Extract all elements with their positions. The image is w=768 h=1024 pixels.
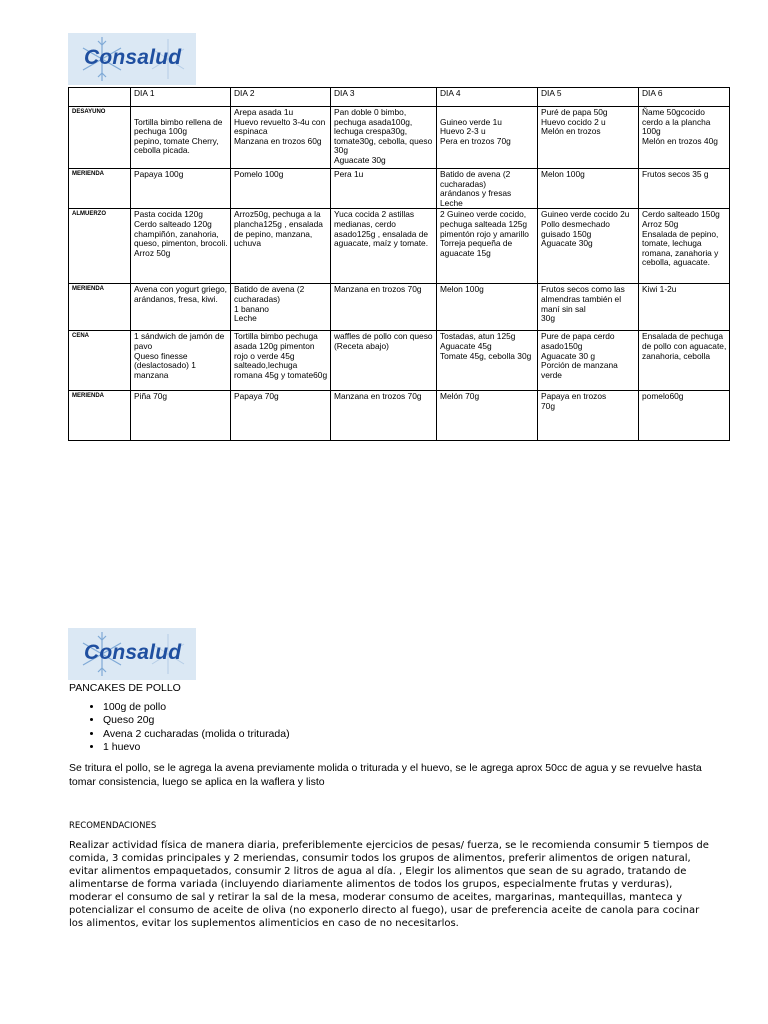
meal-cell: Arroz50g, pechuga a la plancha125g , ensalada de pepino, manzana, uchuva: [231, 209, 331, 284]
table-header-row: [69, 88, 730, 107]
meal-cell: Melón 70g: [437, 391, 538, 441]
recipe-instructions: Se tritura el pollo, se le agrega la avena previamente molida o triturada y el huevo, se le agrega aprox 50cc de agua y se revuelve hasta tomar consistencia, luego se aplica en la waflera y listo: [69, 762, 702, 788]
meal-cell: Frutos secos como las almendras también el maní sin sal 30g: [538, 284, 639, 331]
day-header: DIA 2: [231, 88, 331, 107]
meal-cell: Melon 100g: [538, 169, 639, 209]
meal-label: MERIENDA: [69, 284, 131, 331]
table-row: [69, 209, 730, 284]
table-row: [69, 107, 730, 169]
day-header: DIA 4: [437, 88, 538, 107]
meal-label: MERIENDA: [69, 391, 131, 441]
meal-cell: Cerdo salteado 150g Arroz 50g Ensalada de pepino, tomate, lechuga romana, zanahoria y cebolla, aguacate.: [639, 209, 730, 284]
meal-cell: Manzana en trozos 70g: [331, 391, 437, 441]
meal-cell: Melon 100g: [437, 284, 538, 331]
meal-cell: 2 Guineo verde cocido, pechuga salteada 125g pimentón rojo y amarillo Torreja pequeña de aguacate 15g: [437, 209, 538, 284]
logo-wordmark: Consalud: [84, 46, 182, 69]
meal-cell: Tostadas, atun 125g Aguacate 45g Tomate 45g, cebolla 30g: [437, 331, 538, 391]
recipe-title: PANCAKES DE POLLO: [69, 682, 181, 694]
meal-cell: Batido de avena (2 cucharadas) 1 banano Leche: [231, 284, 331, 331]
meal-cell: Kiwi 1-2u: [639, 284, 730, 331]
meal-cell: Ensalada de pechuga de pollo con aguacate, zanahoria, cebolla: [639, 331, 730, 391]
meal-cell: Pasta cocida 120g Cerdo salteado 120g champiñón, zanahoria, queso, pimenton, brocoli. Arroz 50g: [131, 209, 231, 284]
meal-cell: Guineo verde 1u Huevo 2-3 u Pera en trozos 70g: [437, 107, 538, 169]
meal-cell: waffles de pollo con queso (Receta abajo): [331, 331, 437, 391]
list-item: • 1 huevo: [103, 741, 603, 754]
meal-cell: Pera 1u: [331, 169, 437, 209]
meal-cell: Puré de papa 50g Huevo cocido 2 u Melón en trozos: [538, 107, 639, 169]
meal-cell: Tortilla bimbo pechuga asada 120g pimenton rojo o verde 45g salteado,lechuga romana 45g y tomate60g: [231, 331, 331, 391]
meal-cell: pomelo60g: [639, 391, 730, 441]
meal-cell: Batido de avena (2 cucharadas) arándanos y fresas Leche: [437, 169, 538, 209]
meal-label: MERIENDA: [69, 169, 131, 209]
meal-plan-table: [68, 87, 730, 441]
day-header: DIA 6: [639, 88, 730, 107]
meal-cell: Avena con yogurt griego, arándanos, fresa, kiwi.: [131, 284, 231, 331]
day-header: DIA 1: [131, 88, 231, 107]
list-item: • Avena 2 cucharadas (molida o triturada): [103, 728, 603, 741]
meal-cell: Yuca cocida 2 astillas medianas, cerdo asado125g , ensalada de aguacate, maíz y tomate.: [331, 209, 437, 284]
corner-cell: [69, 88, 131, 107]
meal-cell: Papaya 70g: [231, 391, 331, 441]
meal-cell: Papaya en trozos 70g: [538, 391, 639, 441]
table-row: [69, 284, 730, 331]
ingredient-list: [69, 701, 603, 755]
table-row: [69, 391, 730, 441]
meal-label: DESAYUNO: [69, 107, 131, 169]
meal-cell: Tortilla bimbo rellena de pechuga 100g pepino, tomate Cherry, cebolla picada.: [131, 107, 231, 169]
consalud-logo: [68, 33, 196, 85]
meal-cell: Frutos secos 35 g: [639, 169, 730, 209]
list-item: • Queso 20g: [103, 714, 603, 727]
meal-label: ALMUERZO: [69, 209, 131, 284]
meal-cell: Piña 70g: [131, 391, 231, 441]
recommendations-title: RECOMENDACIONES: [69, 821, 157, 831]
meal-cell: Papaya 100g: [131, 169, 231, 209]
meal-cell: Ñame 50gcocido cerdo a la plancha 100g Melón en trozos 40g: [639, 107, 730, 169]
table-row: [69, 331, 730, 391]
meal-cell: Pan doble 0 bimbo, pechuga asada100g, lechuga crespa30g, tomate30g, cebolla, queso 30g Aguacate 30g: [331, 107, 437, 169]
logo-wordmark: Consalud: [84, 641, 182, 664]
meal-label: CENA: [69, 331, 131, 391]
day-header: DIA 3: [331, 88, 437, 107]
meal-cell: Pure de papa cerdo asado150g Aguacate 30 g Porción de manzana verde: [538, 331, 639, 391]
day-header: DIA 5: [538, 88, 639, 107]
meal-cell: Guineo verde cocido 2u Pollo desmechado guisado 150g Aguacate 30g: [538, 209, 639, 284]
meal-cell: Arepa asada 1u Huevo revuelto 3-4u con espinaca Manzana en trozos 60g: [231, 107, 331, 169]
recommendations-body: Realizar actividad física de manera diaria, preferiblemente ejercicios de pesas/ fuerza, se le recomienda consumir 5 tiempos de comida, 3 comidas principales y 2 meriendas, consumir todos los grupos de alimentos, preferir alimentos de origen natural, evitar alimentos empaquetados, consumir 2 litros de agua al día. , Elegir los alimentos que sean de su agrado, tratando de alimentarse de forma variada (incluyendo diariamente alimentos de todos los grupos, especialmente frutas y verduras), moderar el consumo de sal y retirar la sal de la mesa, moderar consumo de aceites, margarinas, mantequillas, manteca y potencializar el consumo de aceite de oliva (no exponerlo directo al fuego), usar de preferencia aceite de canola para cocinar los alimentos, evitar los suplementos alimenticios en caso de no necesitarlos.: [69, 840, 709, 929]
meal-cell: Manzana en trozos 70g: [331, 284, 437, 331]
meal-cell: Pomelo 100g: [231, 169, 331, 209]
table-row: [69, 169, 730, 209]
meal-cell: 1 sándwich de jamón de pavo Queso finesse (deslactosado) 1 manzana: [131, 331, 231, 391]
list-item: • 100g de pollo: [103, 701, 603, 714]
consalud-logo: [68, 628, 196, 680]
